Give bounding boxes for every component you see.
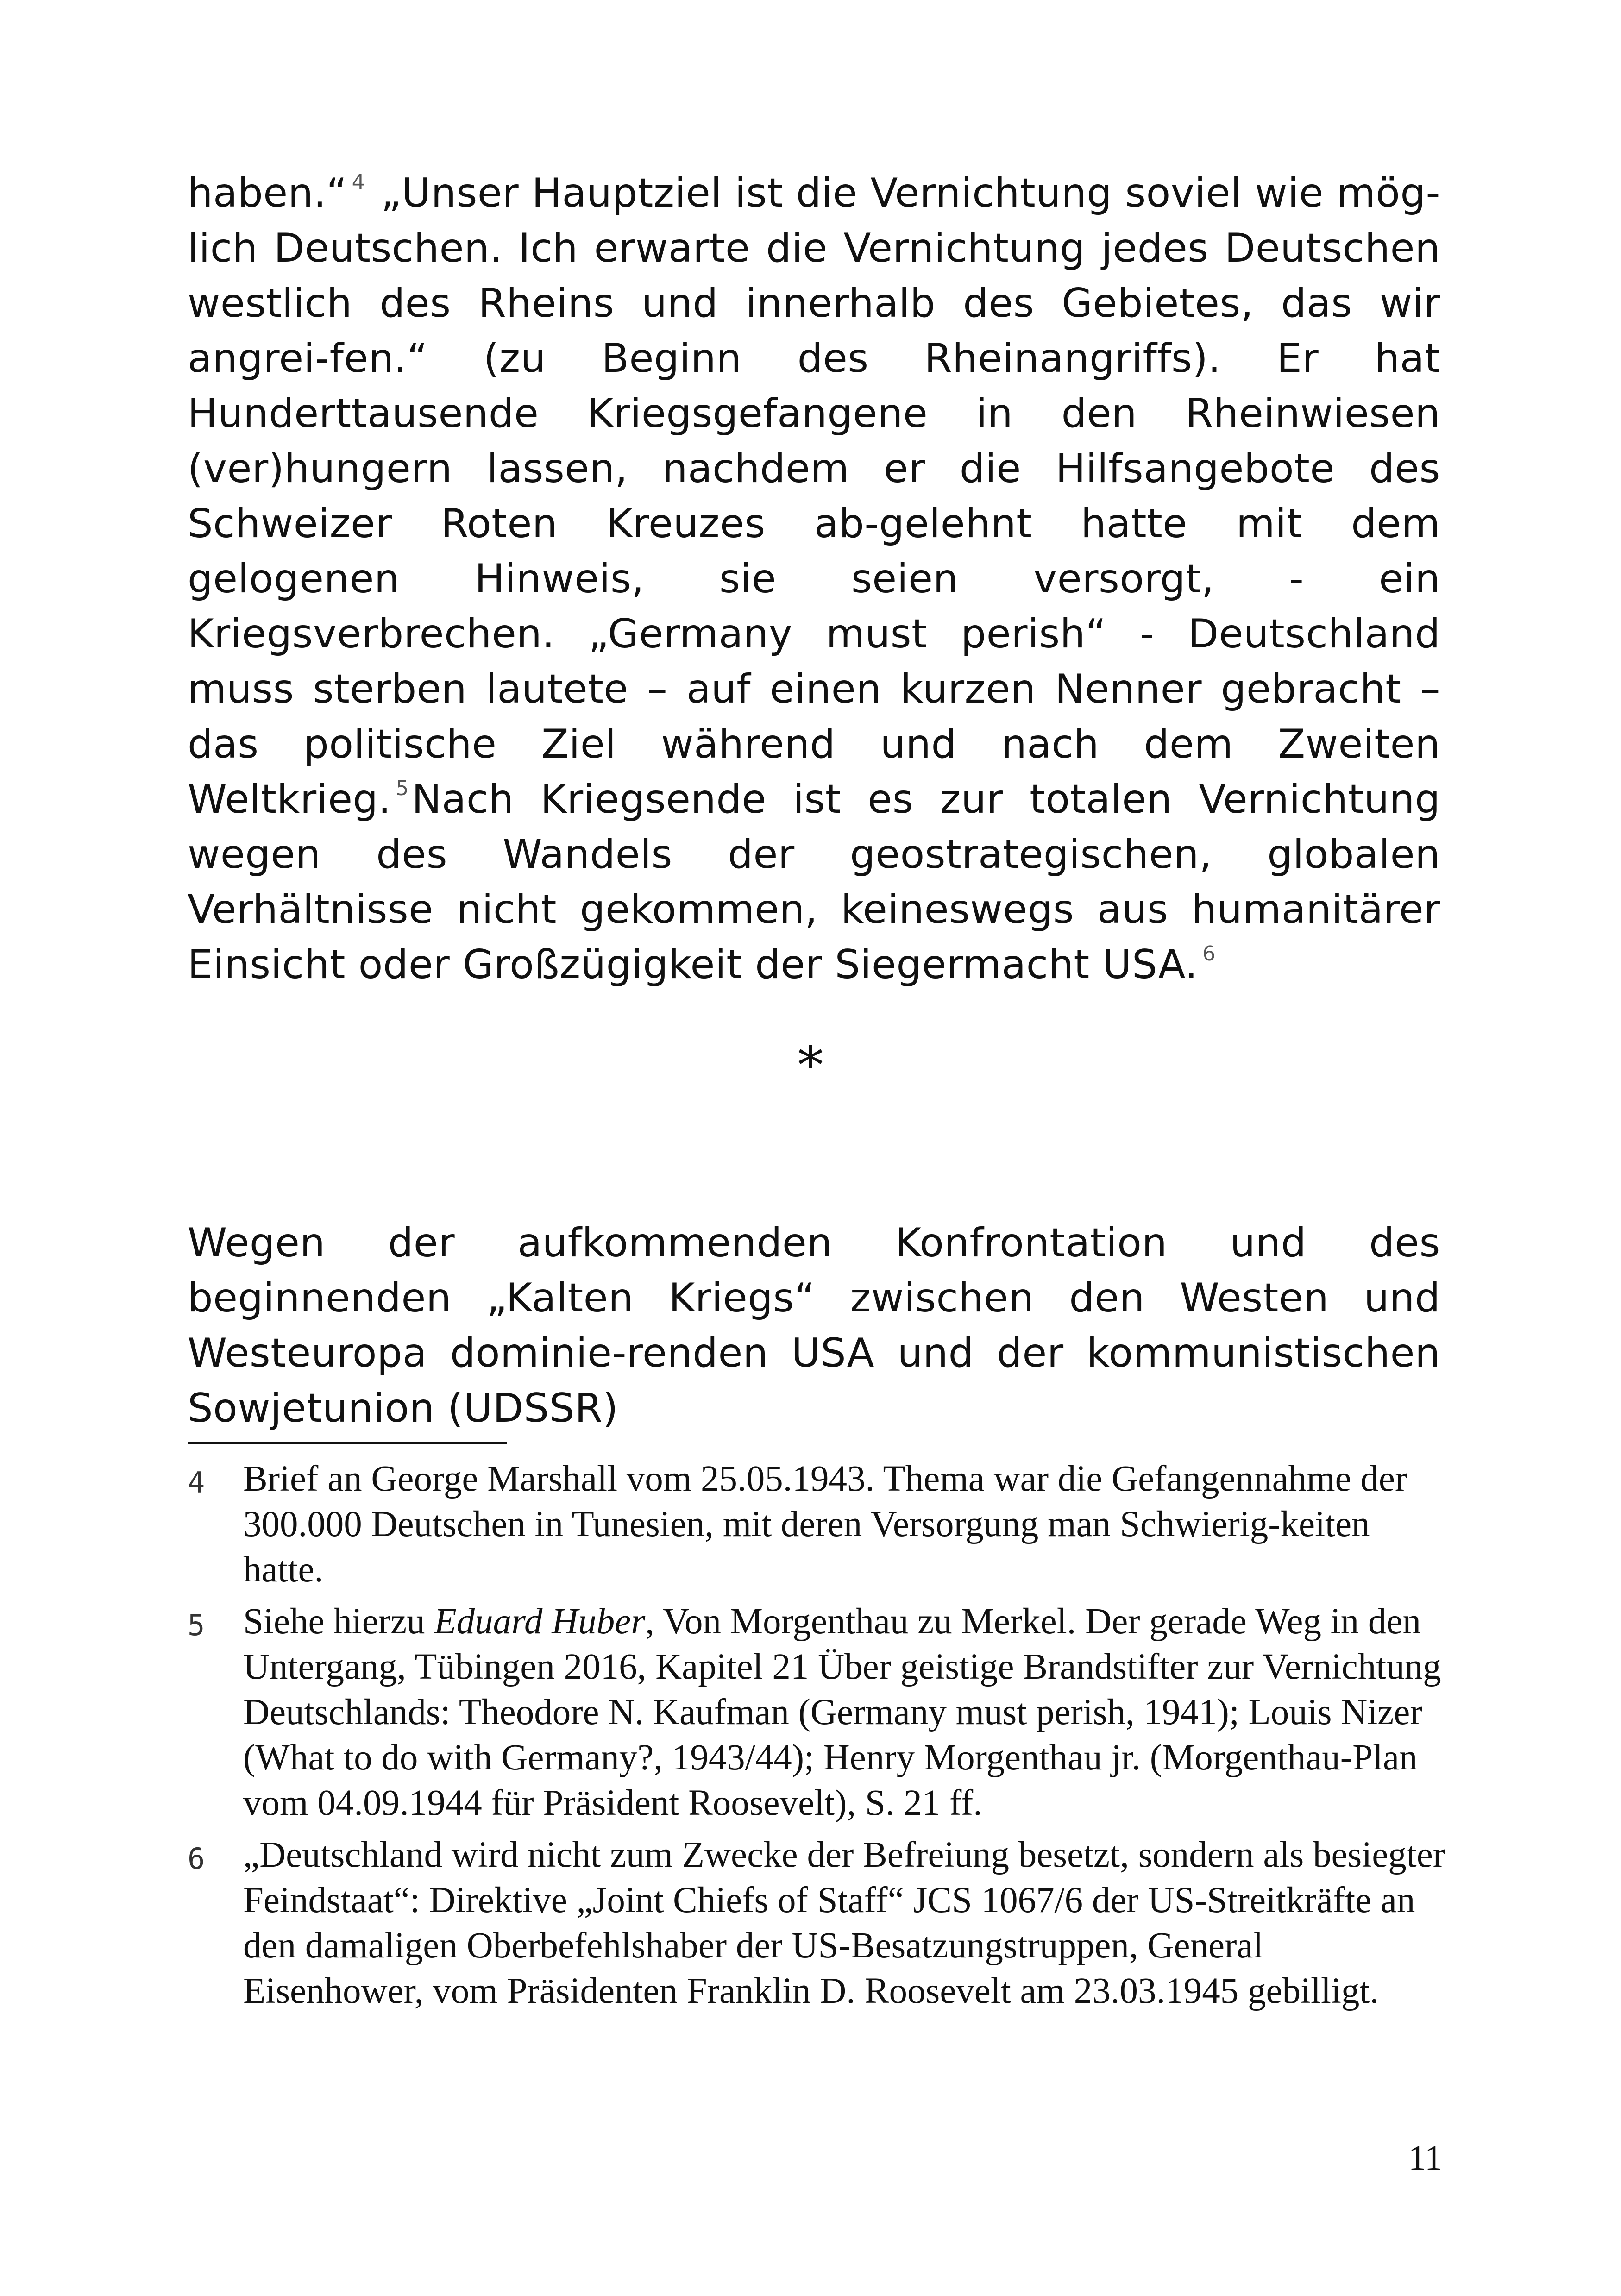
footnote-5 bbox=[188, 1599, 1447, 1826]
footnote-citation: , Von Morgenthau zu Merkel. Der gerade Weg in den Untergang, Tübingen 2016, Kapitel 21 Über geistige Brandstifter zur Vernichtung Deutschlands: Theodore N. Kaufman (Germany must perish, 1941); Louis Nizer (What to do with Germany?, 1943/44); Henry Morgenthau jr. (Morgenthau-Plan vom 04.09.1944 für Präsident Roosevelt), S. 21 ff. bbox=[243, 1601, 1441, 1823]
page-number: 11 bbox=[1408, 2139, 1442, 2177]
footnotes-section bbox=[188, 1456, 1447, 2020]
footnote-prefix: Siehe hierzu bbox=[243, 1601, 434, 1642]
section-separator: * bbox=[798, 1035, 823, 1095]
paragraph-text: Wegen der aufkommenden Konfrontation und des beginnenden „Kalten Kriegs“ zwischen den Westen und Westeuropa dominie-renden USA und der kommunistischen Sowjetunion (UDSSR) bbox=[188, 1220, 1440, 1431]
footnote-text: Brief an George Marshall vom 25.05.1943. Thema war die Gefangennahme der 300.000 Deutschen in Tunesien, mit deren Versorgung man Schwierig-keiten hatte. bbox=[243, 1459, 1407, 1590]
footnote-number: 6 bbox=[188, 1842, 205, 1876]
body-paragraph-1 bbox=[188, 166, 1440, 992]
footnote-number: 4 bbox=[188, 1466, 205, 1499]
footnote-reference-4[interactable]: 4 bbox=[352, 170, 365, 194]
footnote-divider bbox=[188, 1442, 507, 1444]
paragraph-text-part-1: haben.“ bbox=[188, 170, 347, 216]
footnote-reference-5[interactable]: 5 bbox=[396, 777, 409, 800]
paragraph-text-part-2: „Unser Hauptziel ist die Vernichtung soviel wie mög-lich Deutschen. Ich erwarte die Vernichtung jedes Deutschen westlich des Rheins und innerhalb des Gebietes, das wir angrei-fen.“ (zu Beginn des Rheinangriffs). Er hat Hunderttausende Kriegsgefangene in den Rheinwiesen (ver)hungern lassen, nachdem er die Hilfsangebote des Schweizer Roten Kreuzes ab-gelehnt hatte mit dem gelogenen Hinweis, sie seien versorgt, - ein Kriegsverbrechen. „Germany must perish“ - Deutschland muss sterben lautete – auf einen kurzen Nenner gebracht – das politische Ziel während und nach dem Zweiten Weltkrieg. bbox=[188, 170, 1440, 822]
footnote-number: 5 bbox=[188, 1608, 205, 1642]
footnote-text: „Deutschland wird nicht zum Zwecke der Befreiung besetzt, sondern als besiegter Feindstaat“: Direktive „Joint Chiefs of Staff“ JCS 1067/6 der US-Streitkräfte an den damaligen Oberbefehlshaber der US-Besatzungstruppen, General Eisenhower, vom Präsidenten Franklin D. Roosevelt am 23.03.1945 gebilligt. bbox=[243, 1835, 1445, 2011]
paragraph-text-part-3: Nach Kriegsende ist es zur totalen Vernichtung wegen des Wandels der geostrategischen, globalen Verhältnisse nicht gekommen, keineswegs aus humanitärer Einsicht oder Großzügigkeit der Siegermacht USA. bbox=[188, 776, 1440, 988]
body-paragraph-2 bbox=[188, 1216, 1440, 1436]
footnote-6 bbox=[188, 1832, 1447, 2014]
paragraph-text bbox=[188, 166, 1440, 992]
footnote-text bbox=[243, 1599, 1447, 1826]
footnote-4 bbox=[188, 1456, 1447, 1593]
footnote-reference-6[interactable]: 6 bbox=[1202, 942, 1216, 966]
footnote-author: Eduard Huber bbox=[434, 1601, 646, 1642]
